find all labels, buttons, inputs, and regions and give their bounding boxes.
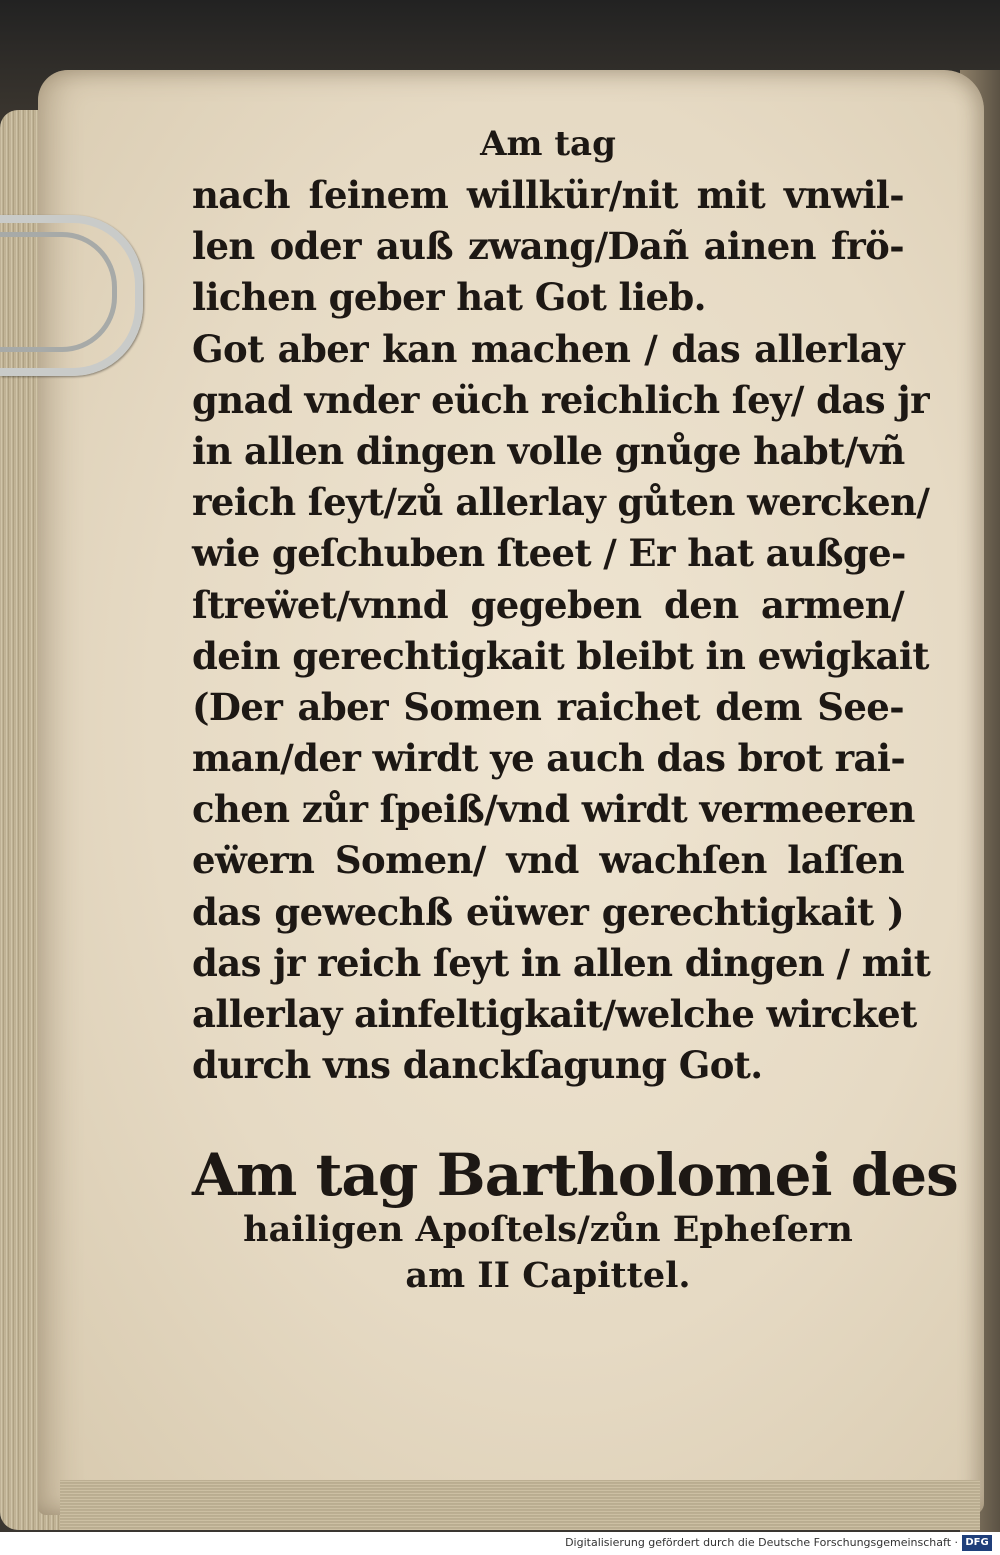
body-line: wie geſchuben ſteet / Er hat außge- bbox=[192, 531, 906, 576]
page-text bbox=[192, 118, 958, 1299]
body-line: gnad vnder eüch reichlich ſey/ das jr bbox=[192, 377, 929, 422]
running-head: Am tag bbox=[480, 124, 616, 164]
dfg-logo-icon: DFG bbox=[962, 1535, 992, 1551]
section-heading: Am tag Bartholomei des bbox=[192, 1141, 958, 1210]
paper-clip-inner bbox=[0, 232, 117, 352]
body-line: das gewechß eüwer gerechtigkait ) bbox=[192, 889, 904, 934]
body-line: in allen dingen volle gnůge habt/vñ bbox=[192, 428, 905, 473]
body-line: reich ſeyt/zů allerlay gůten wercken/ bbox=[192, 480, 930, 525]
footer-credit: Digitalisierung gefördert durch die Deutsche Forschungsgemeinschaft · bbox=[565, 1536, 958, 1549]
body-line: Got aber kan machen / das allerlay bbox=[192, 326, 904, 371]
body-line: man/der wirdt ye auch das brot rai- bbox=[192, 736, 906, 781]
section-subheading: hailigen Apoſtels/zůn Epheſern bbox=[243, 1209, 853, 1251]
body-text bbox=[192, 170, 931, 1091]
body-line: durch vns danckſagung Got. bbox=[192, 1043, 763, 1088]
body-line: ſtreẅet/vnnd gegeben den armen/ bbox=[192, 582, 904, 627]
book-page-edges-bottom bbox=[60, 1480, 980, 1530]
body-line: das jr reich ſeyt in allen dingen / mit bbox=[192, 940, 931, 985]
body-line: (Der aber Somen raichet dem See- bbox=[192, 684, 904, 729]
body-line: chen zůr ſpeiß/vnd wirdt vermeeren bbox=[192, 787, 915, 832]
body-line: eẅern Somen/ vnd wachſen laſſen bbox=[192, 838, 904, 883]
section-subheading: am II Capittel. bbox=[405, 1255, 691, 1297]
body-line: lichen geber hat Got lieb. bbox=[192, 275, 706, 320]
body-line: allerlay ainfeltigkait/welche wircket bbox=[192, 992, 917, 1036]
body-line: nach ſeinem willkür/nit mit vnwil- bbox=[192, 173, 904, 217]
body-line: dein gerechtigkait bleibt in ewigkait bbox=[192, 633, 929, 678]
body-line: len oder auß zwang/Dañ ainen frö- bbox=[192, 224, 904, 269]
